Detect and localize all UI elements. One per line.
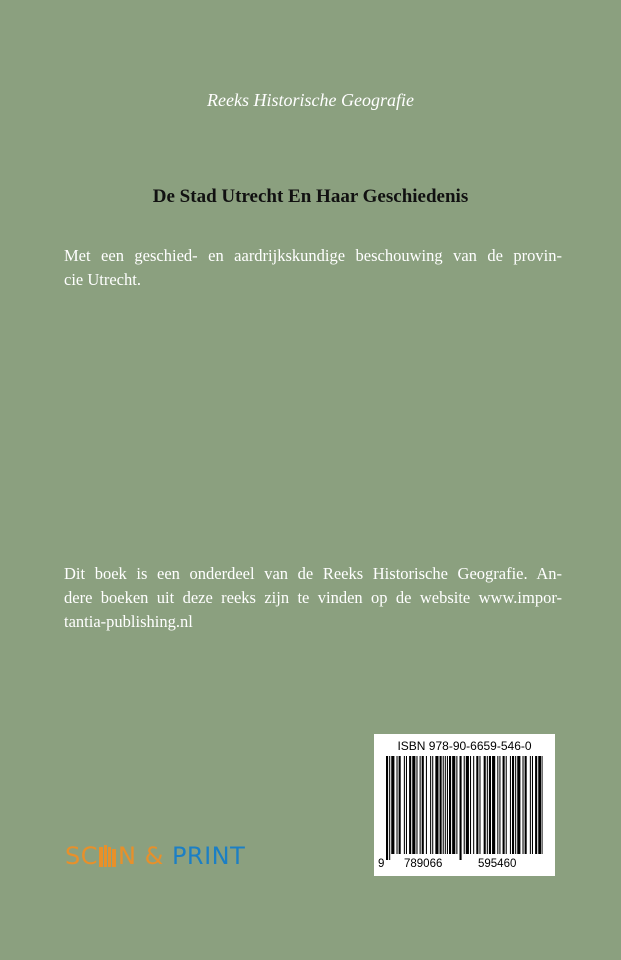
series-info-line: Dit boek is een onderdeel van de Reeks Historische Geografie. An-: [64, 564, 562, 583]
scan-and-print-logo: [65, 842, 245, 870]
barcode-bar: [412, 756, 415, 854]
book-title: De Stad Utrecht En Haar Geschiedenis: [152, 186, 469, 207]
barcode-bar: [489, 756, 491, 854]
ean-left-digits: 789066: [404, 858, 443, 870]
description-line: Met een geschied- en aardrijkskundige beschouwing van de provin-: [64, 246, 562, 265]
barcode-bar: [460, 756, 462, 860]
barcode-bar: [497, 756, 498, 854]
ean-first-digit: 9: [378, 858, 385, 870]
barcode-bar: [476, 756, 478, 854]
barcode-bar: [523, 756, 524, 854]
barcode-bar: [487, 756, 488, 854]
barcode-bar: [473, 756, 474, 854]
barcode-bar: [503, 756, 505, 854]
series-info: [64, 562, 562, 634]
barcode-bar: [525, 756, 527, 854]
barcode-bar: [445, 756, 446, 854]
logo-and-part: N &: [118, 842, 172, 870]
barcode-bar: [440, 756, 442, 854]
barcode-bar: [466, 756, 469, 854]
barcode-bar: [456, 756, 457, 854]
logo-print-part: PRINT: [171, 842, 246, 870]
barcode-bar: [416, 756, 417, 854]
book-stack-icon: [98, 845, 118, 867]
barcode-bar: [397, 756, 398, 854]
barcode-bar: [435, 756, 438, 854]
barcode-bar: [404, 756, 405, 854]
barcode-bar: [443, 756, 444, 854]
barcode-bar: [449, 756, 451, 854]
barcode-bar: [499, 756, 500, 854]
barcode-bar: [484, 756, 486, 854]
barcode-bar: [515, 756, 516, 854]
barcode-bar: [420, 756, 421, 854]
ean-right-digits: 595460: [478, 858, 517, 870]
barcode-bar: [452, 756, 455, 854]
barcode-bar: [492, 756, 495, 854]
barcode-bar: [406, 756, 407, 854]
book-description: [64, 244, 562, 292]
logo-scan-part: SC: [65, 842, 98, 870]
barcode-bar: [532, 756, 533, 854]
barcode-bar: [530, 756, 531, 854]
barcode-bar: [447, 756, 448, 854]
series-name: Reeks Historische Geografie: [207, 90, 414, 110]
barcode-bar: [399, 756, 401, 854]
barcode-bar: [517, 756, 520, 854]
barcode-bars: [386, 756, 543, 860]
barcode-bar: [535, 756, 537, 854]
barcode-bar: [506, 756, 507, 854]
barcode-bar: [409, 756, 411, 854]
barcode-bar: [386, 756, 388, 860]
isbn-label: ISBN 978-90-6659-546-0: [397, 739, 532, 753]
barcode-bar: [470, 756, 471, 854]
isbn-barcode: [374, 734, 555, 876]
series-info-line: dere boeken uit deze reeks zijn te vinden op de website www.impor-: [64, 588, 562, 607]
barcode-bar: [510, 756, 511, 854]
barcode-bar: [426, 756, 427, 854]
barcode-bar: [538, 756, 541, 854]
barcode-bar: [389, 756, 390, 860]
barcode-bar: [430, 756, 431, 854]
barcode-bar: [512, 756, 514, 854]
barcode-bar: [432, 756, 433, 854]
barcode-bar: [479, 756, 480, 854]
barcode-bar: [542, 756, 543, 854]
barcode-bar: [391, 756, 394, 854]
description-line: cie Utrecht.: [64, 270, 141, 289]
series-info-line: tantia-publishing.nl: [64, 612, 193, 631]
barcode-bar: [422, 756, 424, 854]
barcode-bar: [464, 756, 465, 854]
